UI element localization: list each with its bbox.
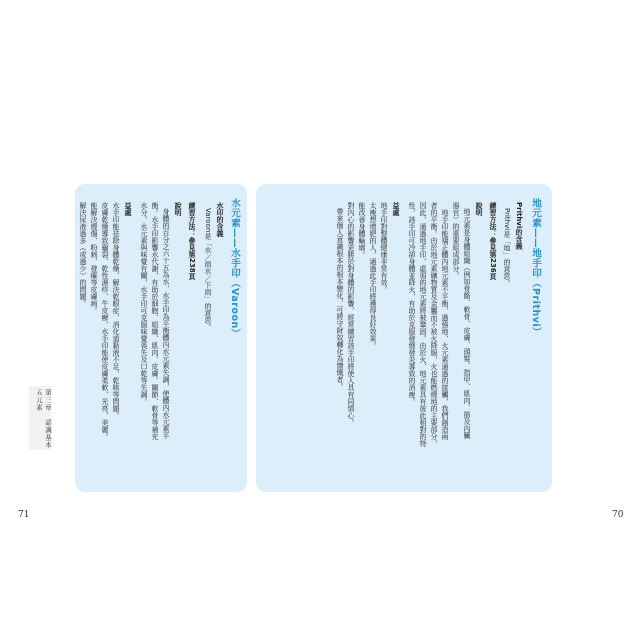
chapter-tab-label: 第三章 認識基本五元素 bbox=[35, 389, 52, 449]
earth-benefit-item: 地手印對整體健康非常有效。 bbox=[380, 202, 388, 293]
water-benefit-heading: 益處 bbox=[124, 202, 132, 216]
earth-explain-line: 器官）的重要組成部分。 bbox=[452, 202, 460, 279]
earth-explain-line: 性，該手印可冷卻身體並降火，有助於克服發燒發炎導致的消瘦。 bbox=[408, 202, 416, 405]
water-element-title: 水元素——水手印（Varoon） bbox=[229, 198, 240, 339]
earth-explain-line: 者的平衡。由於地元素礦物質及金屬而不被火降服，火也能燃燒地的主要部分， bbox=[430, 202, 438, 447]
water-benefit-item: 解決尿液過多（或過少）的問題。 bbox=[79, 202, 87, 307]
water-benefit-item: 水手印能祛除身體乾燥，解決乾眼症、消化道黏液不足，乾咳等問題。 bbox=[112, 202, 120, 419]
earth-element-title: 地元素——地手印（Prithvi） bbox=[530, 198, 541, 338]
earth-practice-label: 練習方法：參見第236頁 bbox=[489, 202, 497, 280]
earth-benefit-item: 能改善身體輪廓。 bbox=[358, 202, 366, 258]
earth-benefit-item: 太瘦想增肥的人，通過此手印將獲得良好效果。 bbox=[369, 202, 377, 349]
water-benefit-item: 皮膚乾燥導致龜裂、乾性濕疹、牛皮癬，水手印能使皮膚柔軟、光亮、美麗。 bbox=[101, 202, 109, 440]
page-number-left: 71 bbox=[18, 510, 30, 520]
water-element-card bbox=[75, 184, 247, 492]
water-practice-label: 練習方法：參見第238頁 bbox=[188, 202, 196, 280]
earth-closing-line: 帶來個人意識根本的根本變化，可將守財奴轉化為慷慨者。 bbox=[336, 208, 344, 390]
earth-meaning-heading: Prithvi的含義 bbox=[515, 202, 523, 250]
water-explain-line: 水分。水元素與味覺有關，水手印可克服味覺喪失及口乾等失調。 bbox=[140, 202, 148, 405]
water-benefit-item: 能解決燒傷、粉刺、發癢等皮膚病。 bbox=[90, 202, 98, 314]
water-explain-line: 衡。水手印影響水代謝，有助於細胞、組織、肌肉、皮膚、關節、軟骨等補充 bbox=[151, 202, 159, 440]
page-number-right: 70 bbox=[612, 510, 624, 520]
water-meaning-heading: 水印的含義 bbox=[216, 202, 224, 237]
earth-element-card bbox=[256, 184, 552, 492]
earth-meaning-text: Prithvi是「地」的意思。 bbox=[503, 208, 511, 287]
earth-benefit-item: 對內心的影響更勝於對身體的影響，經常練習該手印將使人具有同情心。 bbox=[347, 202, 355, 426]
earth-benefit-heading: 益處 bbox=[392, 202, 400, 216]
water-explain-line: 身體的百分之六十五為水，水手印為平衡體內水元素失調，使體內水元素平 bbox=[162, 208, 170, 439]
water-meaning-text: Varoon是「水／雨水／下雨」的意思。 bbox=[204, 208, 212, 331]
chapter-tab bbox=[29, 386, 51, 450]
earth-explain-line: 地手印能矯正體內地元素不平衡，過強地、火元素通過的接觸，我們創造兩 bbox=[441, 202, 449, 440]
water-explain-heading: 說明 bbox=[174, 202, 182, 216]
earth-explain-line: 地元素是身體組織（例如骨骼、軟骨、皮膚、頭髮、指甲、肌肉、筋及內臟 bbox=[463, 208, 471, 439]
right-page bbox=[318, 184, 630, 492]
earth-explain-heading: 說明 bbox=[475, 202, 483, 216]
earth-explain-line: 因此，通過地手印，虛弱的地元素將被鞏固。由於火、地元素具有彼此相對的特 bbox=[419, 202, 427, 447]
